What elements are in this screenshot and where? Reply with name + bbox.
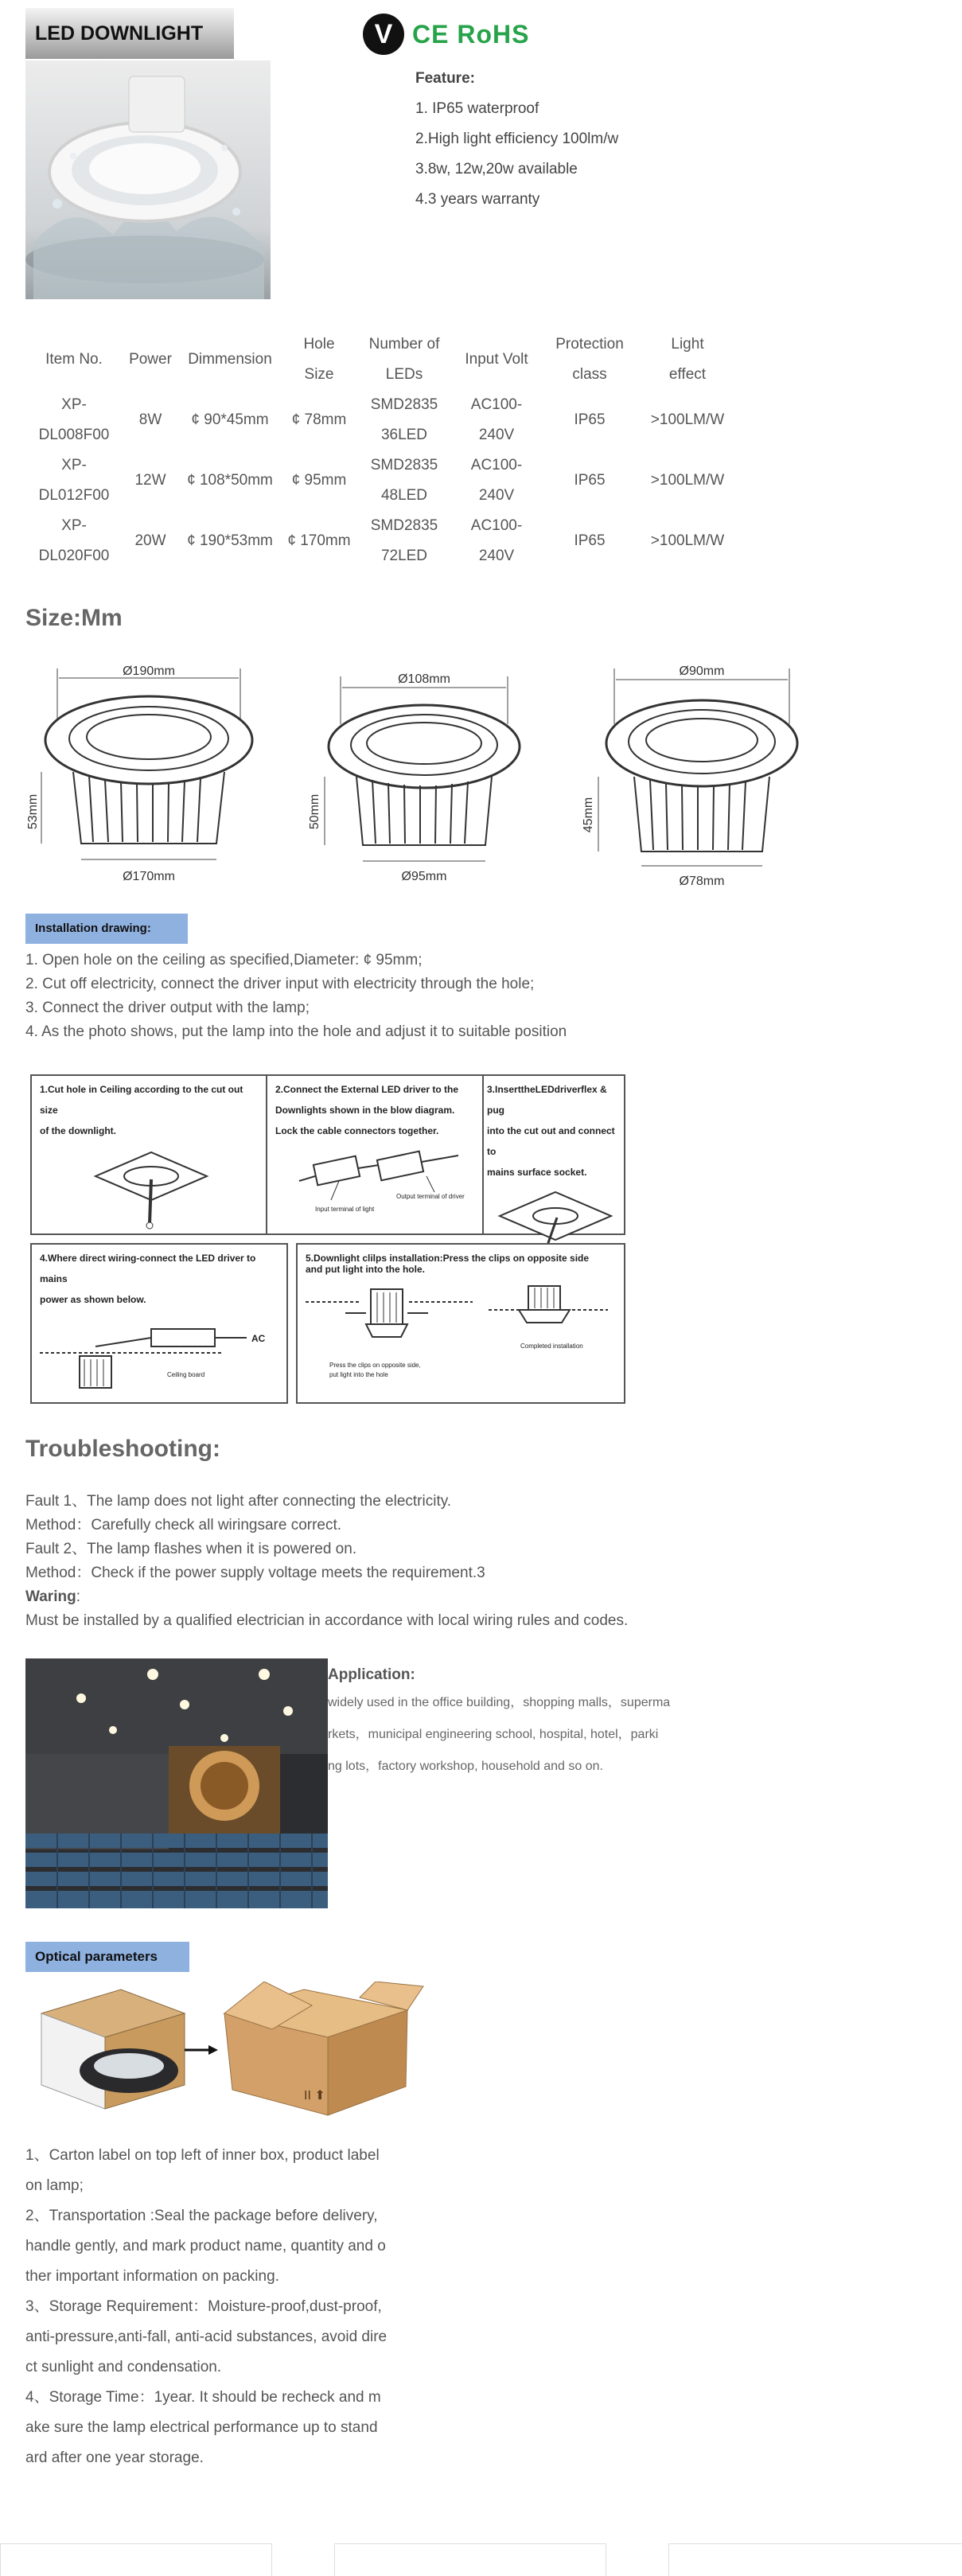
cell-dimension: ¢ 108*50mm xyxy=(187,472,273,489)
diameter-label: Ø190mm xyxy=(123,664,175,678)
header-input-volt: Input Volt xyxy=(465,351,528,368)
ac-label: AC xyxy=(251,1333,266,1344)
optical-parameters-tag: Optical parameters xyxy=(25,1942,189,1972)
cell-leds: SMD2835 48LED xyxy=(370,457,438,504)
step-item: 3. Connect the driver output with the lamp; xyxy=(25,1000,310,1016)
install-panel-4: 4.Where direct wiring-connect the LED driver to mains power as shown below. AC Ceiling board xyxy=(30,1243,288,1404)
header-protection: Protection class xyxy=(555,336,624,383)
troubleshooting-title: Troubleshooting: xyxy=(25,1436,220,1462)
step-item: 4. As the photo shows, put the lamp into the hole and adjust it to suitable position xyxy=(25,1023,567,1040)
table-row xyxy=(25,390,737,450)
cell-volt: AC100- 240V xyxy=(470,517,523,564)
downlight-splash-image xyxy=(25,60,271,299)
dimension-diagram-190 xyxy=(25,661,269,893)
cutout-label: Ø78mm xyxy=(679,875,725,888)
cutout-label: Ø170mm xyxy=(123,870,175,883)
warning-heading xyxy=(25,1585,628,1609)
spec-table xyxy=(25,329,737,571)
related-thumbnail[interactable] xyxy=(334,2543,606,2576)
height-label: 53mm xyxy=(26,793,40,830)
storage-line: 2、Transportation :Seal the package before delivery, xyxy=(25,2208,378,2224)
cell-effect: >100LM/W xyxy=(650,532,725,549)
storage-line: on lamp; xyxy=(25,2177,84,2194)
cell-effect: >100LM/W xyxy=(650,472,725,489)
storage-line: ake sure the lamp electrical performance up to stand xyxy=(25,2419,378,2436)
ceiling-board-label: Ceiling board xyxy=(167,1371,205,1378)
height-label: 45mm xyxy=(582,797,595,833)
cutout-label: Ø95mm xyxy=(401,870,447,883)
dimension-diagram-108 xyxy=(301,661,544,893)
storage-line: ct sunlight and condensation. xyxy=(25,2359,222,2375)
packaging-image xyxy=(25,1982,431,2117)
cinema-hall-image xyxy=(25,1658,328,1908)
application-line: widely used in the office building，shopping malls，superma xyxy=(328,1696,671,1709)
press-clips-label-line1: Press the clips on opposite side, xyxy=(329,1362,421,1369)
cell-power: 8W xyxy=(138,411,162,428)
box-marks: II ⬆ xyxy=(304,2089,325,2102)
method-line: Method：Carefully check all wiringsare correct. xyxy=(25,1517,342,1534)
install-panel-3: 3.InserttheLEDdriverflex & pug into the cut out and connect to mains surface socket. xyxy=(482,1074,625,1235)
cell-hole: ¢ 170mm xyxy=(287,532,351,549)
storage-line: ther important information on packing. xyxy=(25,2268,279,2285)
table-row xyxy=(25,450,737,511)
completed-label: Completed installation xyxy=(520,1343,583,1350)
press-clips-label-line2: put light into the hole xyxy=(329,1371,388,1378)
storage-line: anti-pressure,anti-fall, anti-acid substances, avoid dire xyxy=(25,2329,388,2345)
driver-connection-illustration xyxy=(267,1144,482,1218)
install-panel-2: 2.Connect the External LED driver to the Downlights shown in the blow diagram. Lock the cable connectors together. Input terminal of light Output terminal of driver xyxy=(266,1074,484,1235)
cell-item: XP- DL012F00 xyxy=(38,457,110,504)
direct-wiring-illustration xyxy=(32,1313,286,1409)
cell-protection: IP65 xyxy=(574,532,606,549)
cell-power: 12W xyxy=(134,472,166,489)
table-row xyxy=(25,511,737,571)
header-hole-size: Hole Size xyxy=(303,336,335,383)
application-line: rkets，municipal engineering school, hospital, hotel，parki xyxy=(328,1728,659,1741)
diameter-label: Ø108mm xyxy=(398,672,450,686)
header-dimension: Dimmension xyxy=(188,351,272,368)
header-leds: Number of LEDs xyxy=(368,336,440,383)
cell-protection: IP65 xyxy=(574,472,606,489)
step-item: 2. Cut off electricity, connect the driver input with electricity through the hole; xyxy=(25,976,535,992)
storage-line: 3、Storage Requirement：Moisture-proof,dust-proof, xyxy=(25,2298,382,2315)
cell-item: XP- DL008F00 xyxy=(38,396,110,443)
fault-line: Fault 1、The lamp does not light after connecting the electricity. xyxy=(25,1493,452,1510)
cell-hole: ¢ 78mm xyxy=(291,411,347,428)
ceiling-cut-illustration xyxy=(32,1144,266,1240)
storage-notes xyxy=(25,2141,415,2473)
installation-steps xyxy=(25,949,567,1044)
application-photo xyxy=(25,1658,328,1908)
related-thumbnail[interactable] xyxy=(0,2543,272,2576)
cell-volt: AC100- 240V xyxy=(470,396,523,443)
ce-rohs-mark: CE RoHS xyxy=(412,19,530,49)
step-item: 1. Open hole on the ceiling as specified,Diameter: ¢ 95mm; xyxy=(25,952,423,968)
feature-item: 2.High light efficiency 100lm/w xyxy=(415,131,619,147)
troubleshooting-list xyxy=(25,1490,628,1633)
cell-item: XP- DL020F00 xyxy=(38,517,110,564)
warning-colon: : xyxy=(76,1588,80,1605)
cell-hole: ¢ 95mm xyxy=(291,472,347,489)
install-panel-1: 1.Cut hole in Ceiling according to the cut out size of the downlight. xyxy=(30,1074,267,1235)
storage-line: ard after one year storage. xyxy=(25,2449,204,2466)
height-label: 50mm xyxy=(308,793,321,830)
storage-line: 1、Carton label on top left of inner box, product label xyxy=(25,2147,380,2164)
diameter-label: Ø90mm xyxy=(679,664,725,678)
header-item-no: Item No. xyxy=(45,351,103,368)
header-power: Power xyxy=(129,351,172,368)
warning-text: Must be installed by a qualified electrician in accordance with local wiring rules and codes. xyxy=(25,1612,629,1629)
warning-label: Waring xyxy=(25,1588,76,1605)
storage-line: 4、Storage Time：1year. It should be recheck and m xyxy=(25,2389,381,2406)
page-title: LED DOWNLIGHT xyxy=(25,8,234,59)
feature-heading: Feature: xyxy=(415,70,475,87)
cell-protection: IP65 xyxy=(574,411,606,428)
storage-line: handle gently, and mark product name, quantity and o xyxy=(25,2238,386,2254)
related-thumbnail[interactable] xyxy=(668,2543,962,2576)
cell-power: 20W xyxy=(134,532,166,549)
cell-effect: >100LM/W xyxy=(650,411,725,428)
input-terminal-label: Input terminal of light xyxy=(315,1206,375,1213)
cell-volt: AC100- 240V xyxy=(470,457,523,504)
feature-item: 1. IP65 waterproof xyxy=(415,100,539,117)
application-line: ng lots，factory workshop, household and so on. xyxy=(328,1760,603,1773)
header-light-effect: Light effect xyxy=(668,336,707,383)
cell-dimension: ¢ 90*45mm xyxy=(191,411,269,428)
feature-item: 3.8w, 12w,20w available xyxy=(415,161,578,177)
feature-item: 4.3 years warranty xyxy=(415,191,540,208)
fault-line: Fault 2、The lamp flashes when it is powered on. xyxy=(25,1541,357,1557)
certification-logos xyxy=(363,13,529,56)
application-text xyxy=(328,1663,718,1783)
product-photo xyxy=(25,60,271,299)
cell-leds: SMD2835 72LED xyxy=(370,517,438,564)
application-heading: Application: xyxy=(328,1666,415,1683)
feature-list xyxy=(415,64,618,215)
method-line: Method：Check if the power supply voltage meets the requirement.3 xyxy=(25,1565,485,1581)
cell-dimension: ¢ 190*53mm xyxy=(187,532,273,549)
table-header-row xyxy=(25,329,737,390)
installation-tag: Installation drawing: xyxy=(25,914,188,944)
size-title: Size:Mm xyxy=(25,605,123,631)
cell-leds: SMD2835 36LED xyxy=(370,396,438,443)
check-mark-icon: V xyxy=(363,14,404,55)
dimension-diagram-90 xyxy=(574,661,818,893)
clip-installation-illustration xyxy=(298,1278,624,1397)
output-terminal-label: Output terminal of driver xyxy=(396,1193,465,1200)
install-panel-5: 5.Downlight clilps installation:Press the clips on opposite side and put light into the hole. Press the clips on opposite side, put light into the hole Completed installation xyxy=(296,1243,625,1404)
